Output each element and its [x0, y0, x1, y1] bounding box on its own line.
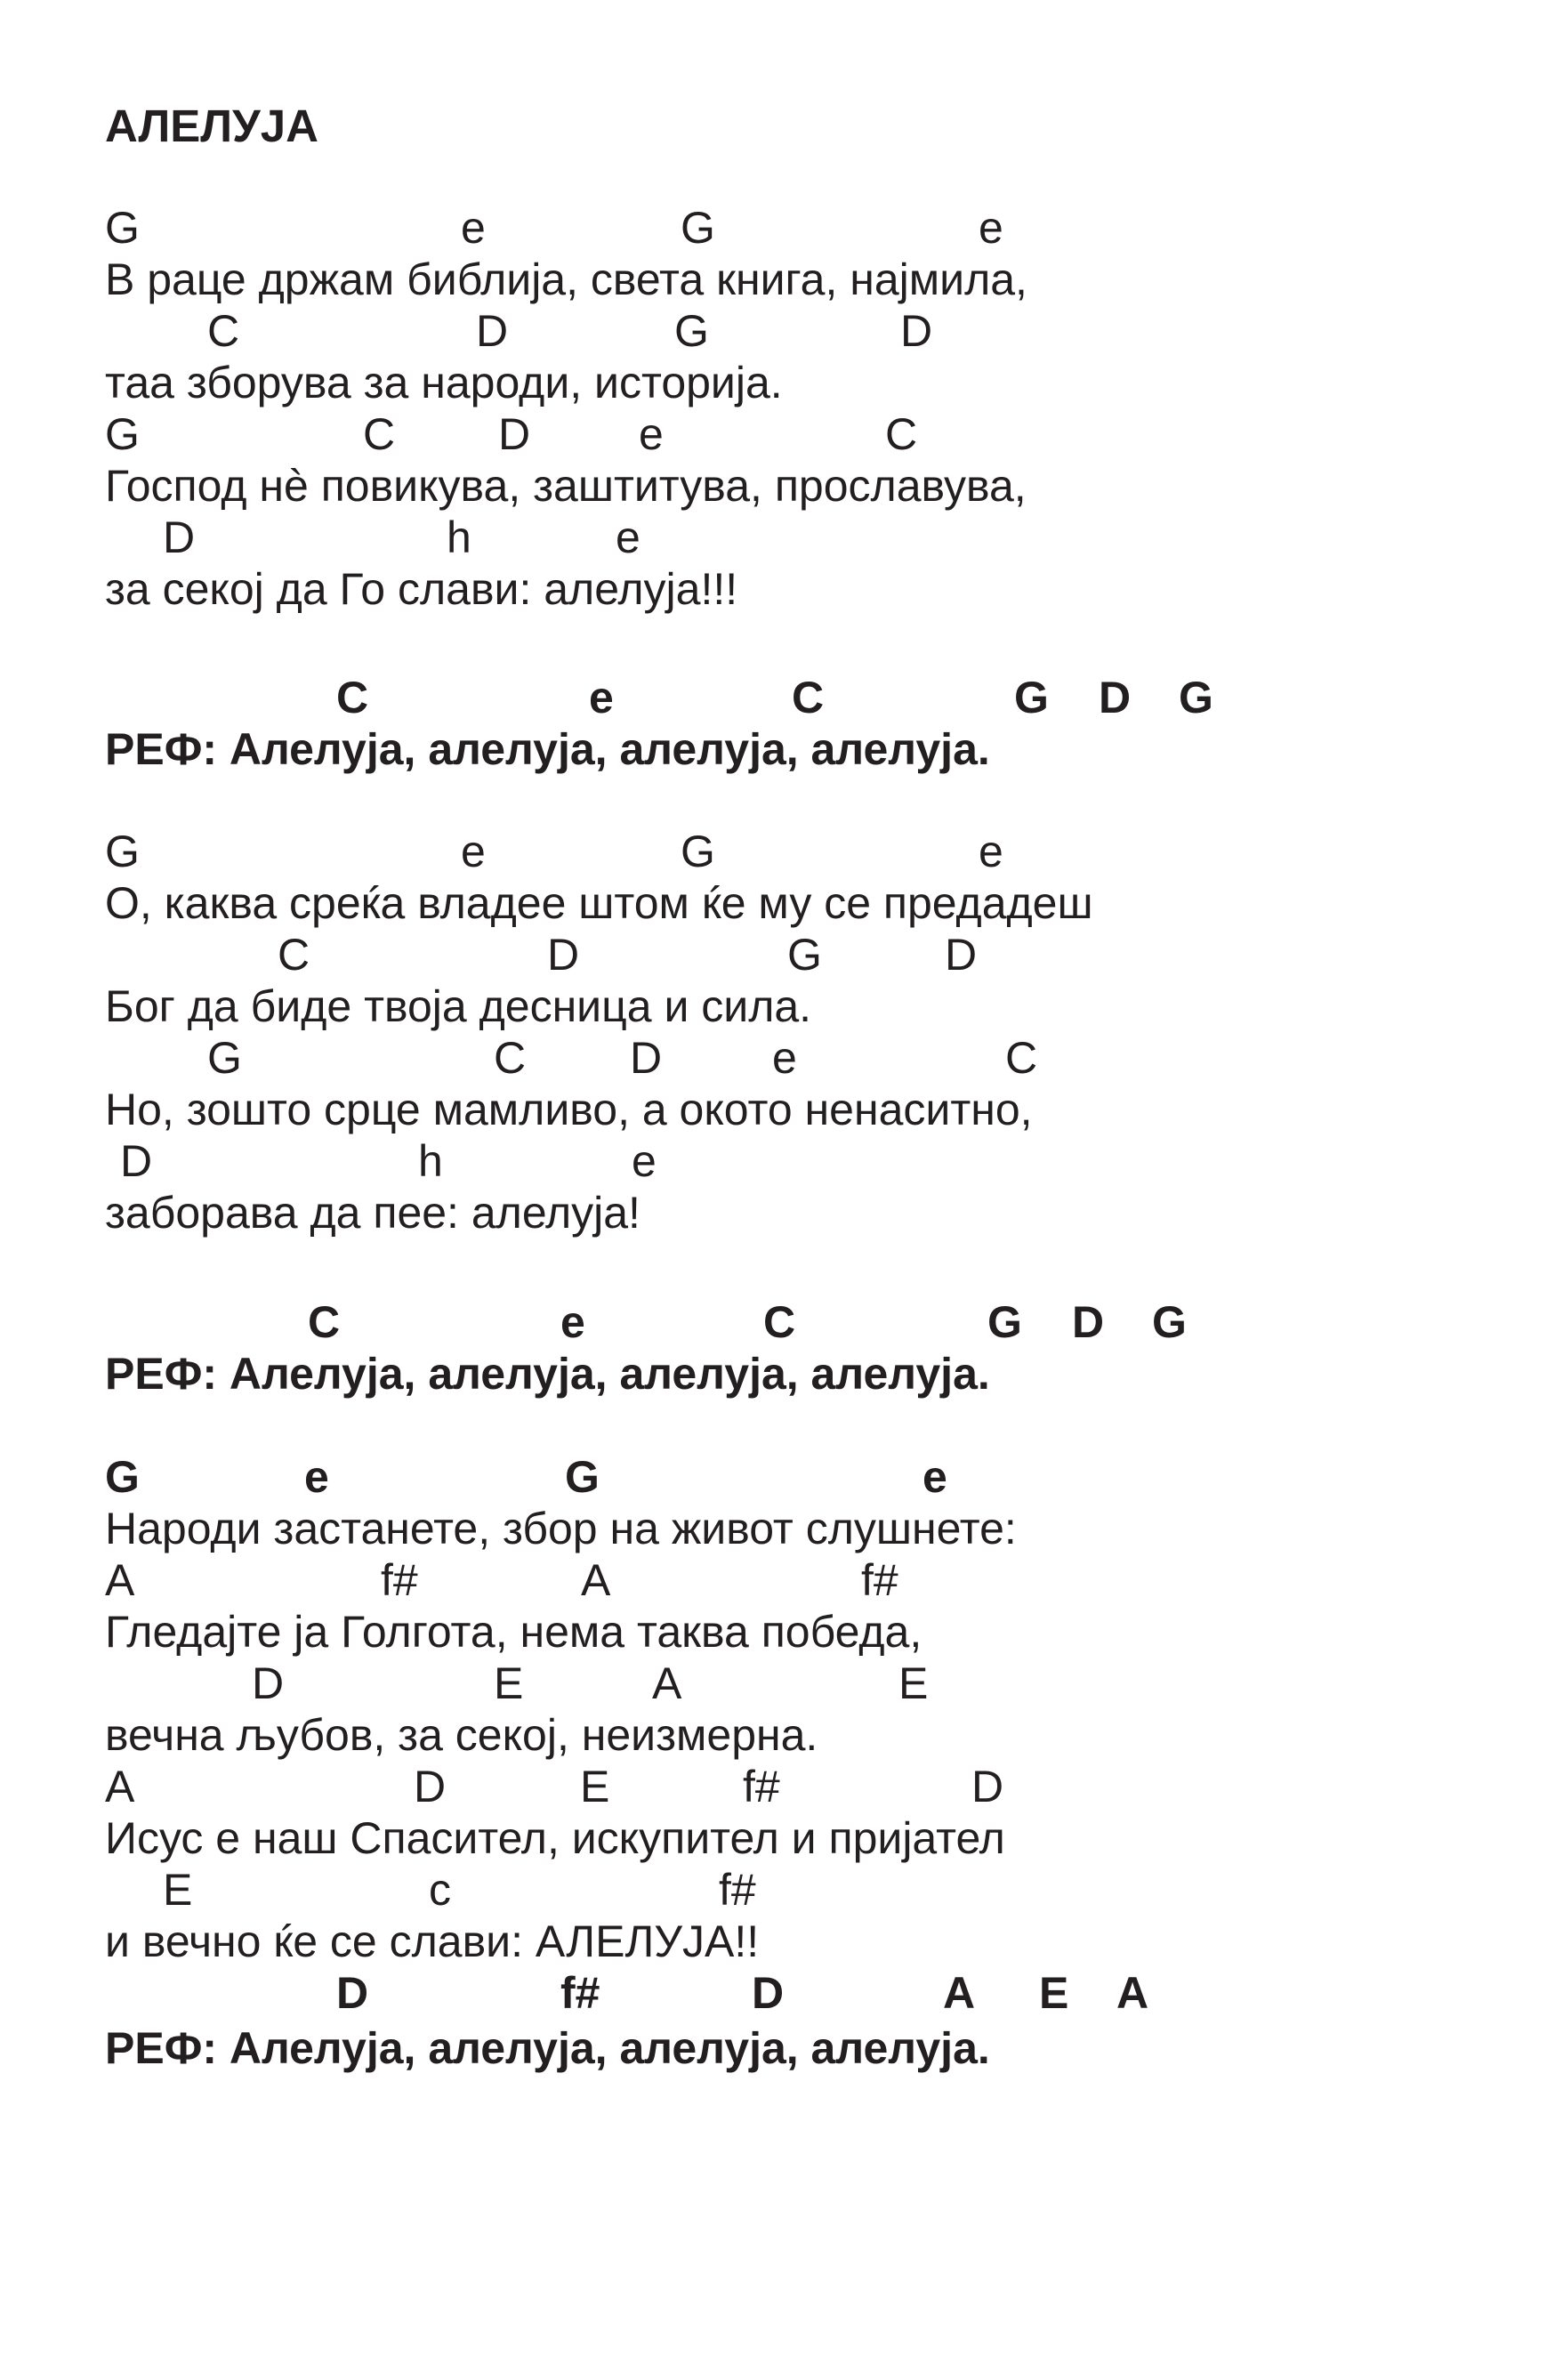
chord: h	[418, 1136, 443, 1186]
chord: A	[943, 1968, 976, 2018]
lyric-line: вечна љубов, за секој, неизмерна.	[105, 1710, 818, 1760]
chord: A	[105, 1762, 135, 1811]
chord: D	[1099, 673, 1132, 722]
lyric-line: заборава да пее: алелуја!	[105, 1188, 641, 1238]
chord: G	[105, 203, 140, 253]
lyric-line: и вечно ќе се слави: АЛЕЛУЈА!!	[105, 1916, 760, 1966]
chord-line	[0, 408, 918, 460]
chord: G	[105, 1452, 140, 1502]
chord: C	[885, 409, 918, 459]
lyric-line: Но, зошто срце мамливо, а окото ненаситно,	[105, 1085, 1033, 1134]
chord-line	[0, 512, 641, 563]
lyric-line: Исус е наш Спасител, искупител и пријател	[105, 1813, 1005, 1863]
chord: D	[163, 512, 196, 562]
chord: D	[971, 1762, 1004, 1811]
chord-line	[0, 1451, 947, 1503]
chord: E	[494, 1658, 524, 1708]
chord-line	[0, 1967, 1149, 2019]
chord: G	[1014, 673, 1049, 722]
lyric-line: Господ нè повикува, заштитува, прославува,	[105, 461, 1027, 511]
chord: f#	[381, 1555, 418, 1605]
chord: e	[589, 673, 614, 722]
chord: e	[979, 203, 1003, 253]
chord: f#	[560, 1968, 600, 2018]
chord: e	[461, 203, 486, 253]
chord-line	[0, 202, 1003, 254]
chord: c	[429, 1865, 451, 1915]
lyric-line: за секој да Го слави: алелуја!!!	[105, 564, 738, 614]
chord: A	[652, 1658, 682, 1708]
chord: G	[1179, 673, 1213, 722]
chord: D	[945, 930, 978, 980]
chord: D	[1072, 1297, 1105, 1347]
chord: A	[1116, 1968, 1149, 2018]
chord: E	[1039, 1968, 1069, 2018]
lyric-line: Гледајте ја Голгота, нема таква победа,	[105, 1607, 923, 1657]
lyric-line: О, каква среќа владее штом ќе му се предадеш	[105, 878, 1093, 928]
chord: f#	[861, 1555, 898, 1605]
chord: C	[494, 1033, 527, 1083]
refrain-line: РЕФ: Алелуја, алелуја, алелуја, алелуја.	[105, 724, 990, 774]
chord: E	[163, 1865, 193, 1915]
chord-line	[0, 929, 978, 980]
chord: D	[498, 409, 531, 459]
chord-line	[0, 1135, 657, 1187]
chord: E	[898, 1658, 929, 1708]
chord: A	[105, 1555, 135, 1605]
chord: G	[987, 1297, 1022, 1347]
chord: D	[120, 1136, 153, 1186]
chord-line	[0, 1658, 929, 1709]
refrain-line: РЕФ: Алелуја, алелуја, алелуја, алелуја.	[105, 1349, 990, 1399]
chord-line	[0, 1864, 756, 1916]
song-title: АЛЕЛУЈА	[105, 101, 318, 151]
chord-line	[0, 826, 1003, 877]
chord: e	[616, 512, 641, 562]
chord: E	[580, 1762, 610, 1811]
lyric-line: таа зборува за народи, историја.	[105, 358, 783, 407]
chord-line	[0, 1032, 1038, 1084]
chord: D	[414, 1762, 447, 1811]
chord: G	[681, 203, 715, 253]
chord: D	[900, 306, 933, 356]
chord: D	[547, 930, 580, 980]
chord: A	[581, 1555, 611, 1605]
chord: D	[252, 1658, 285, 1708]
chord: C	[1005, 1033, 1038, 1083]
chord: e	[979, 827, 1003, 876]
chord: h	[447, 512, 471, 562]
chord: e	[560, 1297, 585, 1347]
chord: D	[752, 1968, 785, 2018]
chord: f#	[743, 1762, 780, 1811]
chord: e	[772, 1033, 797, 1083]
lyric-line: Бог да биде твоја десница и сила.	[105, 981, 812, 1031]
chord: f#	[719, 1865, 756, 1915]
chord-line	[0, 672, 1213, 723]
chord: D	[630, 1033, 663, 1083]
chord: G	[105, 827, 140, 876]
chord: D	[476, 306, 509, 356]
refrain-line: РЕФ: Алелуја, алелуја, алелуја, алелуја.	[105, 2023, 990, 2073]
chord: C	[207, 306, 240, 356]
chord: G	[105, 409, 140, 459]
chord-line	[0, 1761, 1004, 1812]
chord: C	[278, 930, 310, 980]
chord: G	[787, 930, 822, 980]
chord-line	[0, 1554, 898, 1606]
chord: G	[674, 306, 709, 356]
chord: e	[304, 1452, 329, 1502]
chord: G	[565, 1452, 600, 1502]
chord: C	[308, 1297, 341, 1347]
lyric-line: В раце држам библија, света книга, најмила,	[105, 254, 1027, 304]
chord: G	[207, 1033, 242, 1083]
chord-line	[0, 1296, 1187, 1348]
chord: C	[763, 1297, 796, 1347]
chord: C	[792, 673, 825, 722]
chord-line	[0, 305, 933, 357]
chord: e	[639, 409, 664, 459]
chord: C	[336, 673, 369, 722]
lyric-line: Народи застанете, збор на живот слушнете:	[105, 1504, 1017, 1553]
chord: e	[632, 1136, 657, 1186]
chord: G	[681, 827, 715, 876]
chord: C	[363, 409, 396, 459]
chord: G	[1152, 1297, 1187, 1347]
chord: e	[923, 1452, 947, 1502]
chord: D	[336, 1968, 369, 2018]
chord: e	[461, 827, 486, 876]
